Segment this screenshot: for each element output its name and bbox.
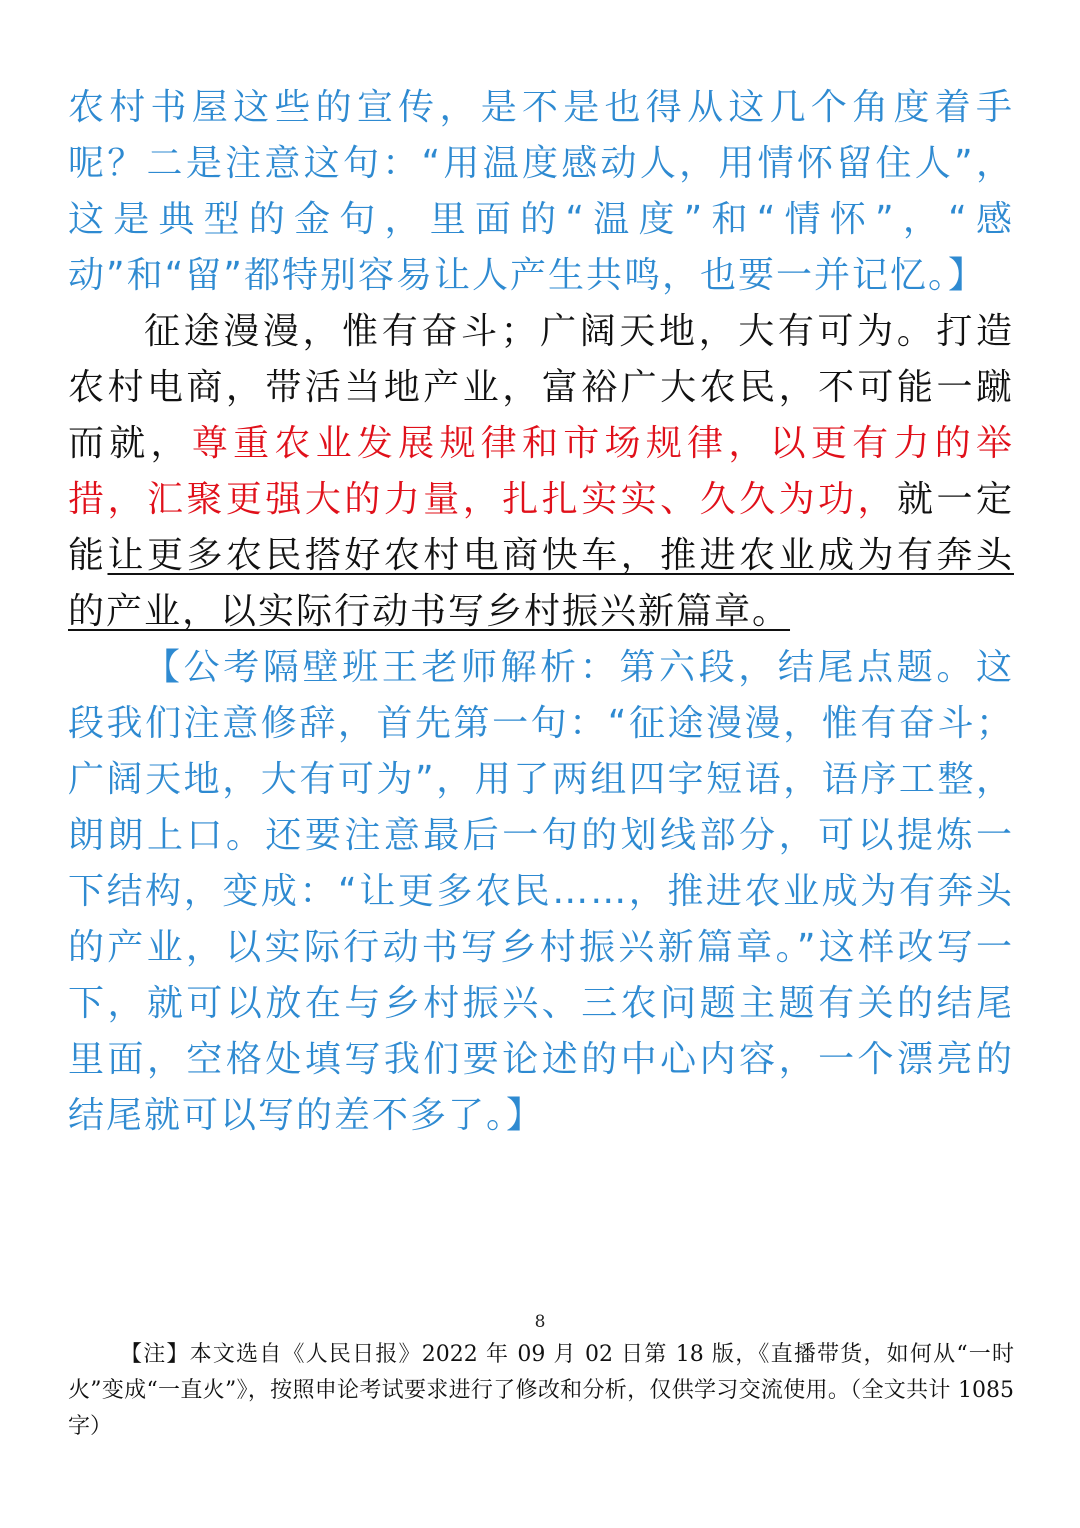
body-text-start: 征途漫漫，惟有奋斗；广阔天地，大有可为。打造农村电商，带活当地产业，富裕广大农民，不可能一蹴而就，: [68, 311, 1014, 464]
body-paragraph-conclusion: [68, 304, 1014, 640]
body-text-middle: 就一定能: [68, 479, 1014, 576]
analysis-paragraph-six: 【公考隔壁班王老师解析：第六段，结尾点题。这段我们注意修辞，首先第一句：“征途漫漫，惟有奋斗；广阔天地，大有可为”，用了两组四字短语，语序工整，朗朗上口。还要注意最后一句的划线部分，可以提炼一下结构，变成：“让更多农民……，推进农业成为有奔头的产业，以实际行动书写乡村振兴新篇章。”这样改写一下，就可以放在与乡村振兴、三农问题主题有关的结尾里面，空格处填写我们要论述的中心内容，一个漂亮的结尾就可以写的差不多了。】: [68, 647, 1014, 1136]
analysis-paragraph-continued: 农村书屋这些的宣传，是不是也得从这几个角度着手呢？二是注意这句：“用温度感动人，用情怀留住人”，这是典型的金句，里面的“温度”和“情怀”，“感动”和“留”都特别容易让人产生共鸣，也要一并记忆。】: [68, 87, 1014, 296]
page-number: 8: [534, 1312, 546, 1332]
underlined-text: 让更多农民搭好农村电商快车，推进农业成为有奔头的产业，以实际行动书写乡村振兴新篇章。: [68, 535, 1014, 632]
source-footnote: 【注】本文选自《人民日报》2022 年 09 月 02 日第 18 版，《直播带货，如何从“一时火”变成“一直火”》，按照申论考试要求进行了修改和分析，仅供学习交流使用。（全文共计 1085 字）: [68, 1342, 1014, 1439]
red-emphasis-text: 尊重农业发展规律和市场规律，以更有力的举措，汇聚更强大的力量，扎扎实实、久久为功，: [68, 423, 1014, 520]
